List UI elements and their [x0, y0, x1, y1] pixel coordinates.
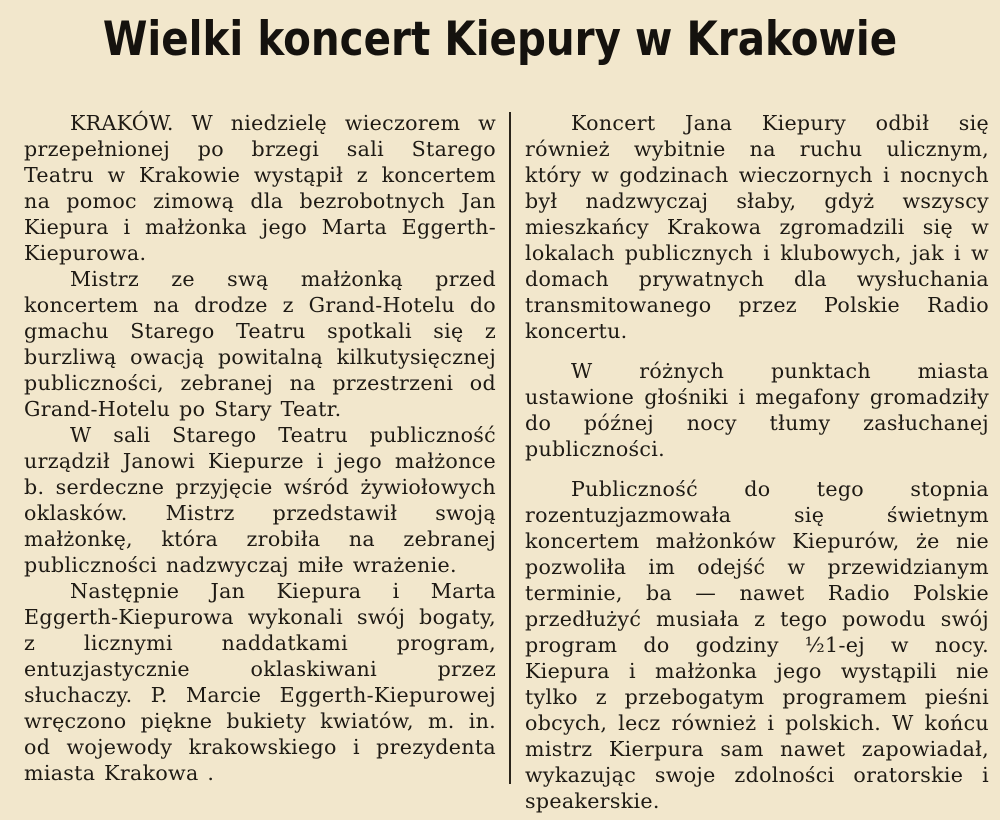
paragraph: Publiczność do tego stopnia rozentuzjazmowała się świetnym koncertem małżonków Kiepurów, że nie pozwoliła im odejść w przewidzianym terminie, ba — nawet Radio Polskie przedłużyć musiała z tego powodu swój program do godziny ½1-ej w nocy. Kiepura i małżonka jego wystąpili nie tylko z przebogatym programem pieśni obcych, lecz również i polskich. W końcu mistrz Kierpura sam nawet zapowiadał, wykazując swoje zdolności oratorskie i speakerskie.	[525, 477, 989, 813]
headline: Wielki koncert Kiepury w Krakowie	[102, 12, 898, 67]
column-divider	[509, 112, 511, 784]
paragraph: W różnych punktach miasta ustawione głośniki i megafony gromadziły do późnej nocy tłumy zasłuchanej publiczności.	[525, 359, 989, 461]
paragraph: Mistrz ze swą małżonką przed koncertem na drodze z Grand-Hotelu do gmachu Starego Teatru spotkali się z burzliwą owacją powitalną kilkutysięcznej publiczności, zebranej na przestrzeni od Grand-Hotelu po Stary Teatr.	[24, 267, 496, 421]
left-column	[24, 110, 496, 786]
paragraph: Koncert Jana Kiepury odbił się również wybitnie na ruchu ulicznym, który w godzinach wieczornych i nocnych był nadzwyczaj słaby, gdyż wszyscy mieszkańcy Krakowa zgromadzili się w lokalach publicznych i klubowych, jak i w domach prywatnych dla wysłuchania transmitowanego przez Polskie Radio koncertu.	[525, 111, 989, 343]
right-column	[525, 110, 989, 814]
paragraph: W sali Starego Teatru publiczność urządził Janowi Kiepurze i jego małżonce b. serdeczne przyjęcie wśród żywiołowych oklasków. Mistrz przedstawił swoją małżonkę, która zrobiła na zebranej publiczności nadzwyczaj miłe wrażenie.	[24, 423, 496, 577]
paragraph: KRAKÓW. W niedzielę wieczorem w przepełnionej po brzegi sali Starego Teatru w Krakowie wystąpił z koncertem na pomoc zimową dla bezrobotnych Jan Kiepura i małżonka jego Marta Eggerth-Kiepurowa.	[24, 111, 496, 265]
paragraph: Następnie Jan Kiepura i Marta Eggerth-Kiepurowa wykonali swój bogaty, z licznymi naddatkami program, entuzjastycznie oklaskiwani przez słuchaczy. P. Marcie Eggerth-Kiepurowej wręczono piękne bukiety kwiatów, m. in. od wojewody krakowskiego i prezydenta miasta Krakowa .	[24, 579, 496, 785]
